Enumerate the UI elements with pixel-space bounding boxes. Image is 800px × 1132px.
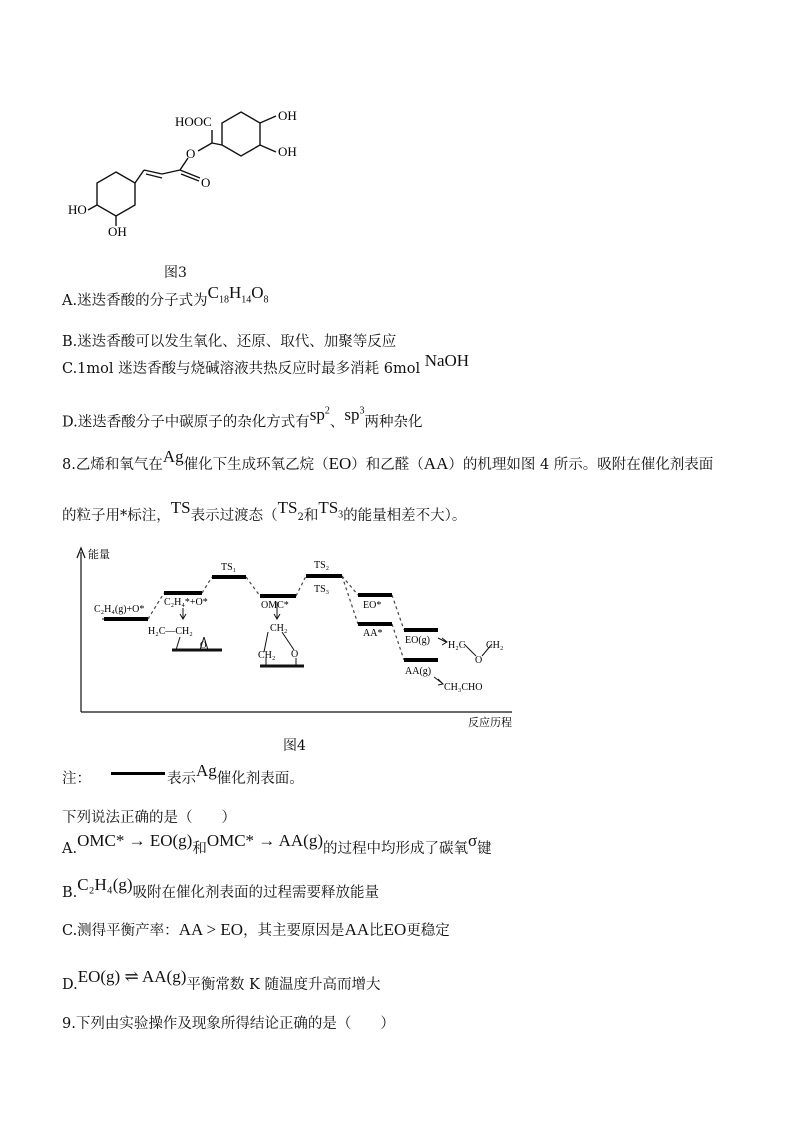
fig3-label-oh-bottom: OH [108,224,127,239]
q7-a-formula: $C_{18}H_{14}O_8$ [207,283,269,306]
option-d: D.EO(g) ⇌ AA(g)平衡常数 K 随温度升高而增大 [62,967,381,993]
fig3-label-hooc: HOOC [175,114,212,129]
fig3-label-ho: HO [68,202,87,217]
fig4-x-label: 反应历程 [468,717,512,729]
option-b: B.C₂H₄(g)吸附在催化剂表面的过程需要释放能量 [62,875,380,901]
fig4-struct-eo-h2c: H₂C [448,640,466,651]
fig4-label-eo-g: EO(g) [405,635,430,646]
fig4-label-aa-ads: AA* [363,628,383,639]
fig3-structure [70,100,330,240]
fig4-struct-s1-o: O [200,640,207,650]
fig4-label-ts3: TS₃ [314,584,330,595]
fig4-y-label: 能量 [88,549,110,561]
fig4-label-aa-g: AA(g) [405,666,432,677]
fig4-struct-eo-o: O [475,655,483,666]
option-a: A.OMC* → EO(g)和OMC* → AA(g)的过程中均形成了碳氧σ键 [62,831,492,857]
fig4-label-s1: C₂H₄*+O* [164,597,208,608]
q8-stem-line2: 的粒子用*标注，TS表示过渡态（TS2和$TS_3$的能量相差不大）。 [62,498,467,524]
fig4-struct-omc-o: O [291,649,299,660]
fig4-energy-diagram [72,544,532,729]
q9-stem: 9.下列由实验操作及现象所得结论正确的是（ ） [62,1016,395,1032]
q7-option-a: A.迷迭香酸的分子式为$C_{18}H_{14}O_8$ [62,283,269,309]
catalyst-surface-symbol [111,772,165,775]
fig4-label-ts2: TS₂ [314,560,330,571]
fig3-label-o-ester: O [186,146,196,161]
fig4-caption: 图4 [283,738,306,754]
q8-stem-line1: 8.乙烯和氧气在Ag催化下生成环氧乙烷（EO）和乙醛（AA）的机理如图 4 所示。吸附在催化剂表面 [62,447,714,473]
fig3-label-oh2: OH [278,144,297,159]
option-c: C.测得平衡产率：AA > EO，其主要原因是AA比EO更稳定 [62,920,450,939]
fig4-struct-eo-ch2: CH₂ [486,640,504,651]
fig4-struct-s1: H₂C—CH₂ [148,626,193,637]
q7-option-c: C.1mol 迷迭香酸与烧碱溶液共热反应时最多消耗 6mol NaOH [62,351,470,377]
q7-option-d: D.迷迭香酸分子中碳原子的杂化方式有$sp^2$、$sp^3$两种杂化 [62,404,423,431]
fig4-label-eo-ads: EO* [363,600,382,611]
note-line: 注： 表示Ag催化剂表面。 [62,761,304,787]
fig3-caption: 图3 [164,265,187,281]
fig4-label-s0: C₂H₄(g)+O* [94,604,145,615]
q7-option-b: B.迷迭香酸可以发生氧化、还原、取代、加聚等反应 [62,334,397,350]
fig3-label-o-carbonyl: O [201,175,211,190]
fig4-struct-omc-ch2b: CH₂ [258,650,276,661]
question-prompt: 下列说法正确的是（ ） [62,810,236,826]
fig4-label-omc: OMC* [261,600,289,611]
fig4-struct-omc-ch2: CH₂ [270,623,288,634]
fig4-label-ts1: TS₁ [221,562,237,573]
fig4-struct-aa: CH₃CHO [444,682,483,693]
fig3-label-oh1: OH [278,108,297,123]
